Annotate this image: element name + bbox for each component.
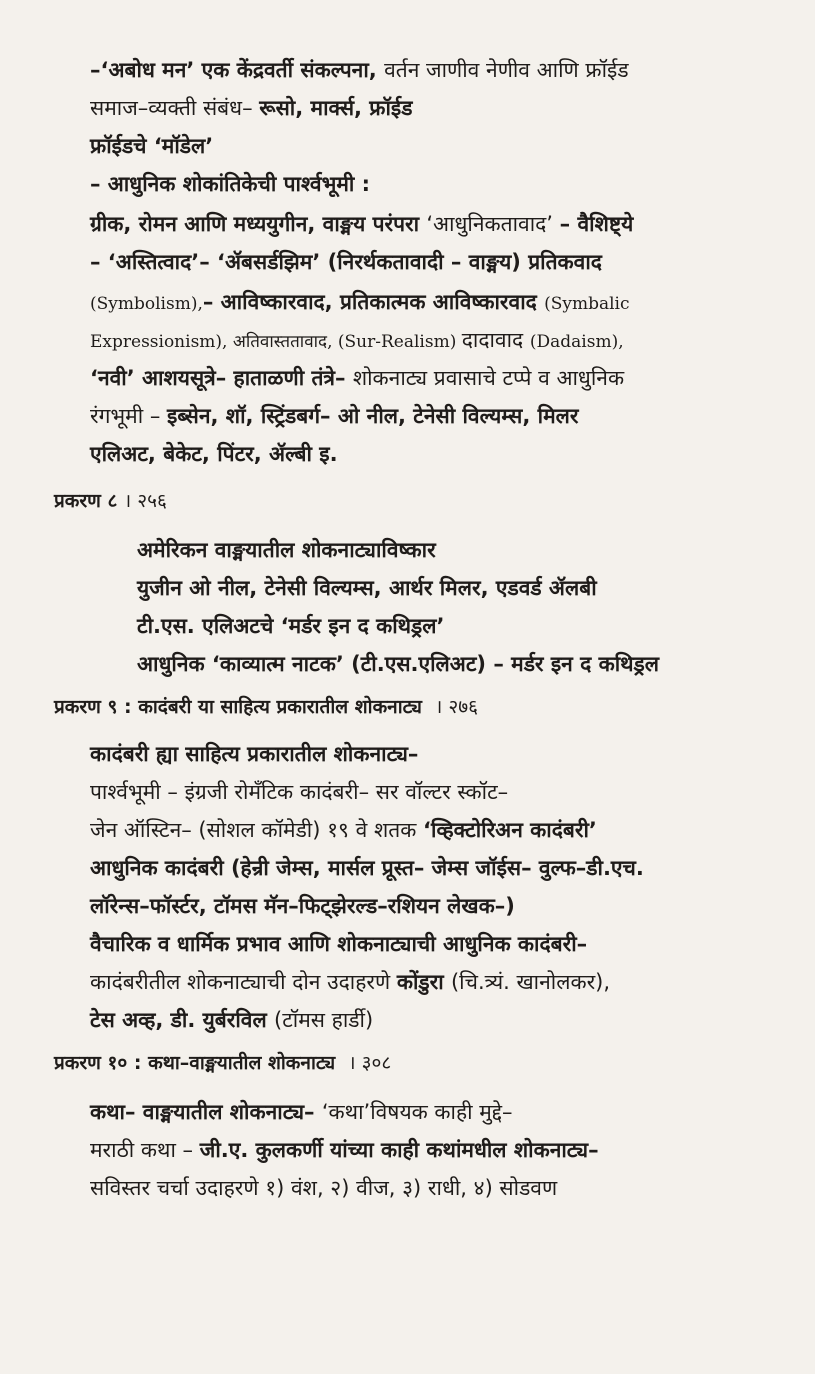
content-line: टी.एस. एलिअटचे ‘मर्डर इन द कथिड्रल’ [137, 614, 445, 638]
page-number: । ३०८ [348, 1052, 392, 1074]
content-line [90, 404, 579, 429]
text-regular: कादंबरीतील शोकनाट्याची दोन उदाहरणे [90, 970, 397, 994]
chapter-9-heading [54, 696, 478, 719]
content-line [90, 970, 610, 995]
content-line: आधुनिक ‘काव्यात्म नाटक’ (टी.एस.एलिअट) – मर्डर इन द कथिड्रल [137, 652, 660, 676]
content-line: फ्रॉईडचे ‘मॉडेल’ [90, 134, 214, 158]
page-number: । २७६ [435, 696, 479, 718]
text-latin: (Symbolism), [90, 294, 203, 314]
content-line: वैचारिक व धार्मिक प्रभाव आणि शोकनाट्याची आधुनिक कादंबरी– [90, 932, 588, 956]
content-line [90, 1100, 513, 1125]
content-line: युजीन ओ नील, टेनेसी विल्यम्स, आर्थर मिलर, एडवर्ड ॲलबी [137, 576, 597, 600]
content-line: कादंबरी ह्या साहित्य प्रकारातील शोकनाट्य– [90, 742, 419, 766]
text-regular: (टॉमस हार्डी) [274, 1008, 374, 1032]
text-bold: ‘व्हिक्टोरिअन कादंबरी’ [423, 818, 597, 842]
text-regular: वर्तन जाणीव नेणीव आणि फ्रॉईड [384, 58, 629, 82]
text-bold: – वैशिष्ट्ये [559, 212, 634, 236]
text-bold: ग्रीक, रोमन आणि मध्ययुगीन, वाङ्मय परंपरा [90, 212, 427, 236]
content-line [90, 212, 633, 237]
chapter-10-heading [54, 1052, 391, 1075]
content-line: – ‘अस्तित्वाद’– ‘ॲबसर्डझिम’ (निरर्थकतावादी – वाङ्मय) प्रतिकवाद [90, 250, 602, 274]
content-line [90, 58, 629, 83]
content-line [90, 1008, 373, 1033]
text-latin: (Symbalic [544, 294, 630, 314]
content-line: लॉरेन्स–फॉर्स्टर, टॉमस मॅन–फिट्झेरल्ड–रशियन लेखक–) [90, 894, 515, 918]
chapter-title: प्रकरण १० : कथा–वाङ्मयातील शोकनाट्य [54, 1052, 349, 1074]
text-regular: दादावाद [461, 328, 530, 352]
content-line [90, 96, 412, 121]
content-line: सविस्तर चर्चा उदाहरणे १) वंश, २) वीज, ३) राधी, ४) सोडवण [90, 1176, 558, 1200]
text-regular: समाज–व्यक्ती संबंध– [90, 96, 260, 120]
content-line: – आधुनिक शोकांतिकेची पार्श्वभूमी : [90, 172, 371, 196]
text-bold: ‘नवी’ आशयसूत्रे– हाताळणी तंत्रे– [90, 366, 353, 390]
text-regular: ‘कथा’विषयक काही मुद्दे– [321, 1100, 513, 1124]
text-regular: (चि.त्र्यं. खानोलकर), [450, 970, 611, 994]
text-bold: कथा– वाङ्मयातील शोकनाट्य– [90, 1100, 322, 1124]
content-line [90, 328, 624, 353]
text-bold: जी.ए. कुलकर्णी यांच्या काही कथांमधील शोकनाट्य– [199, 1138, 599, 1162]
content-line: आधुनिक कादंबरी (हेन्री जेम्स, मार्सल प्रूस्त– जेम्स जॉईस– वुल्फ–डी.एच. [90, 856, 644, 880]
text-regular: मराठी कथा – [90, 1138, 200, 1162]
chapter-title: प्रकरण ८ [54, 490, 125, 512]
text-bold: कोंडुरा [396, 970, 451, 994]
text-latin: (Dadaism), [529, 332, 624, 352]
text-bold: – आविष्कारवाद, प्रतिकात्मक आविष्कारवाद [202, 290, 545, 314]
content-line [90, 290, 630, 315]
content-line [90, 366, 624, 391]
text-bold: इब्सेन, शॉ, स्ट्रिंडबर्ग– ओ नील, टेनेसी विल्यम्स, मिलर [167, 404, 579, 428]
text-regular: शोकनाट्य प्रवासाचे टप्पे व आधुनिक [352, 366, 625, 390]
text-bold: –‘अबोध मन’ एक केंद्रवर्ती संकल्पना, [90, 58, 385, 82]
text-bold: टेस अव्ह, डी. युर्बरविल [90, 1008, 275, 1032]
text-latin: Expressionism), अतिवास्ततावाद, [90, 332, 338, 352]
content-line [90, 1138, 599, 1163]
text-regular: ‘आधुनिकतावाद’ [426, 212, 560, 236]
content-line: एलिअट, बेकेट, पिंटर, ॲल्बी इ. [90, 442, 338, 466]
content-line: पार्श्वभूमी – इंग्रजी रोमँटिक कादंबरी– सर वॉल्टर स्कॉट– [90, 780, 509, 804]
text-regular: रंगभूमी – [90, 404, 168, 428]
chapter-title: प्रकरण ९ : कादंबरी या साहित्य प्रकारातील शोकनाट्य [54, 696, 436, 718]
content-line [90, 818, 597, 843]
text-latin: (Sur-Realism) [337, 332, 462, 352]
page-number: । २५६ [124, 490, 167, 512]
content-line: अमेरिकन वाङ्मयातील शोकनाट्याविष्कार [137, 538, 436, 562]
text-regular: जेन ऑस्टिन– (सोशल कॉमेडी) १९ वे शतक [90, 818, 424, 842]
text-bold: रूसो, मार्क्स, फ्रॉईड [259, 96, 413, 120]
chapter-8-heading [54, 490, 167, 513]
